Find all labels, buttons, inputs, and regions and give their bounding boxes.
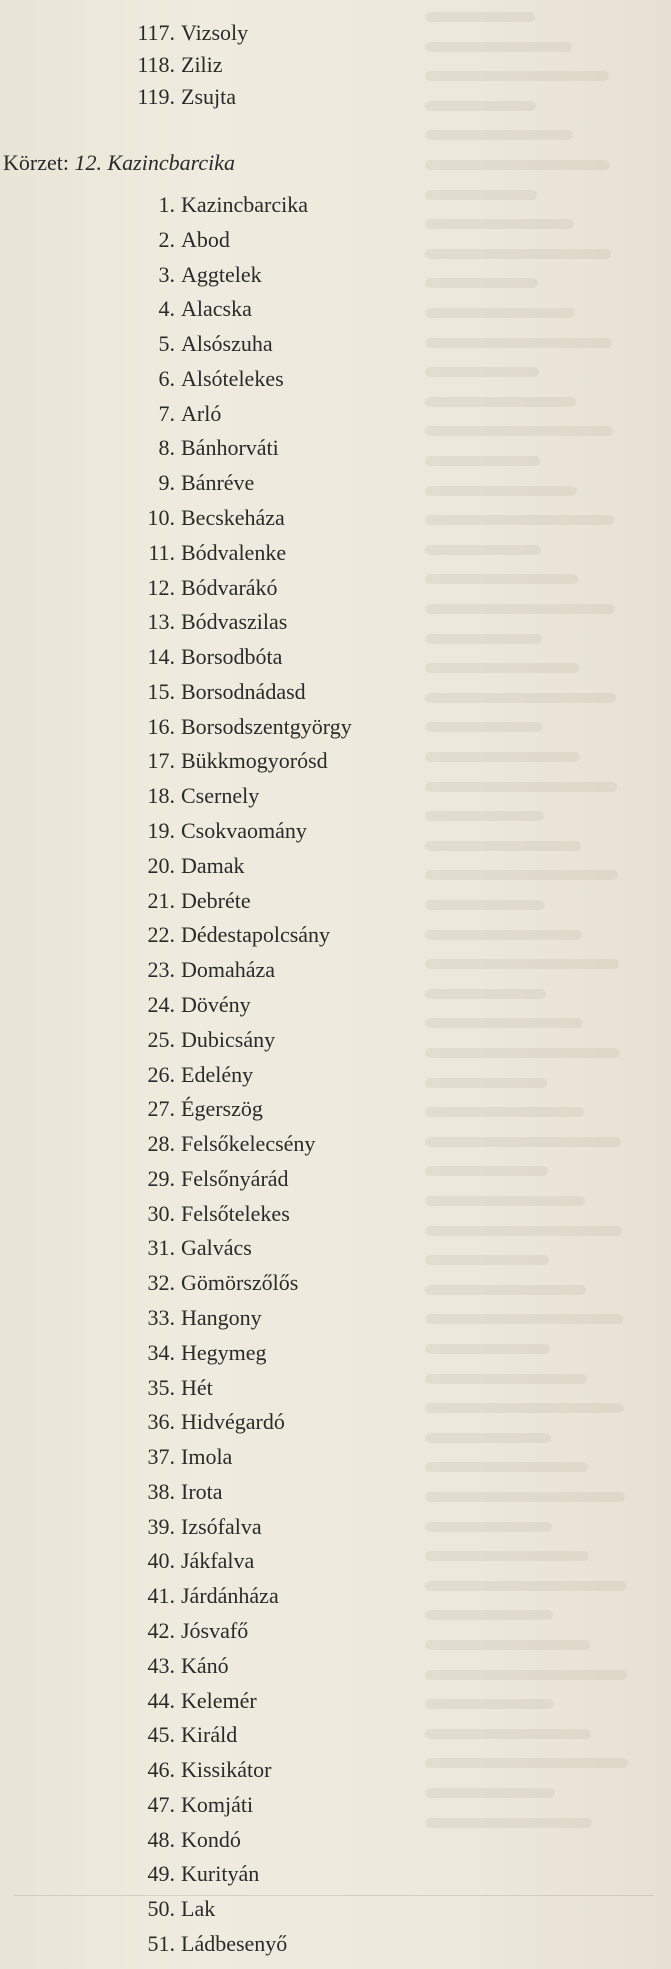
item-number: 15. [147, 678, 175, 704]
item-number: 8. [158, 435, 175, 461]
item-settlement-name: Járdánháza [181, 1583, 279, 1609]
item-settlement-name: Izsófalva [181, 1513, 262, 1539]
item-settlement-name: Hangony [181, 1304, 262, 1330]
item-number: 50. [147, 1896, 175, 1922]
item-row [0, 853, 671, 879]
item-row [0, 644, 671, 670]
item-row [0, 1827, 671, 1853]
item-row [0, 505, 671, 531]
item-row [0, 1305, 671, 1331]
item-settlement-name: Bánhorváti [181, 435, 279, 461]
item-number: 36. [147, 1409, 175, 1435]
item-number: 49. [147, 1861, 175, 1887]
bleed-through-mark [425, 160, 610, 170]
item-row [0, 714, 671, 740]
item-settlement-name: Borsodnádasd [181, 678, 306, 704]
item-settlement-name: Felsőnyárád [181, 1165, 289, 1191]
item-number: 7. [158, 400, 175, 426]
item-row [0, 1931, 671, 1957]
item-row [0, 748, 671, 774]
item-row [0, 540, 671, 566]
item-number: 27. [147, 1096, 175, 1122]
item-settlement-name: Galvács [181, 1235, 252, 1261]
item-settlement-name: Ládbesenyő [181, 1931, 288, 1956]
item-settlement-name: Alacska [181, 296, 252, 322]
item-settlement-name: Domaháza [181, 957, 276, 983]
item-row [0, 1722, 671, 1748]
item-row [0, 609, 671, 635]
item-number: 4. [158, 296, 175, 322]
item-settlement-name: Bánréve [181, 470, 255, 496]
top-settlement-name: Ziliz [181, 52, 223, 78]
item-number: 22. [147, 922, 175, 948]
item-row [0, 1514, 671, 1540]
item-number: 24. [147, 991, 175, 1017]
item-number: 13. [147, 609, 175, 635]
item-row [0, 818, 671, 844]
item-row [0, 192, 671, 218]
item-row [0, 1375, 671, 1401]
item-number: 23. [147, 957, 175, 983]
item-row [0, 992, 671, 1018]
item-row [0, 1131, 671, 1157]
item-number: 44. [147, 1687, 175, 1713]
item-number: 25. [147, 1026, 175, 1052]
item-settlement-name: Arló [181, 400, 222, 426]
item-number: 35. [147, 1374, 175, 1400]
item-number: 39. [147, 1513, 175, 1539]
item-row [0, 1409, 671, 1435]
item-row [0, 888, 671, 914]
item-settlement-name: Bódvalenke [181, 539, 287, 565]
top-number: 118. [137, 52, 175, 78]
top-settlement-name: Vizsoly [181, 20, 249, 45]
item-number: 45. [147, 1722, 175, 1748]
item-row [0, 1270, 671, 1296]
item-number: 43. [147, 1652, 175, 1678]
item-settlement-name: Kondó [181, 1826, 241, 1852]
item-settlement-name: Abod [181, 226, 230, 252]
item-row [0, 1479, 671, 1505]
item-row [0, 1340, 671, 1366]
item-settlement-name: Dédestapolcsány [181, 922, 331, 948]
item-number: 34. [147, 1339, 175, 1365]
item-number: 51. [147, 1931, 175, 1956]
item-row [0, 1235, 671, 1261]
item-number: 18. [147, 783, 175, 809]
item-number: 31. [147, 1235, 175, 1261]
item-row [0, 1201, 671, 1227]
item-number: 41. [147, 1583, 175, 1609]
item-row [0, 1861, 671, 1887]
district-value: 12. Kazincbarcika [74, 150, 235, 175]
item-row [0, 331, 671, 357]
item-row [0, 1653, 671, 1679]
item-row [0, 262, 671, 288]
item-settlement-name: Kelemér [181, 1687, 257, 1713]
item-number: 47. [147, 1791, 175, 1817]
item-number: 32. [147, 1270, 175, 1296]
top-settlement-name: Zsujta [181, 84, 236, 110]
top-row [0, 84, 671, 110]
item-settlement-name: Irota [181, 1478, 223, 1504]
item-row [0, 1166, 671, 1192]
item-settlement-name: Égerszög [181, 1096, 263, 1122]
item-number: 38. [147, 1478, 175, 1504]
item-row [0, 401, 671, 427]
item-row [0, 227, 671, 253]
item-row [0, 957, 671, 983]
item-number: 37. [147, 1444, 175, 1470]
item-settlement-name: Gömörszőlős [181, 1270, 299, 1296]
item-number: 29. [147, 1165, 175, 1191]
item-settlement-name: Jósvafő [181, 1617, 249, 1643]
bleed-through-mark [425, 1226, 622, 1236]
item-settlement-name: Bódvaszilas [181, 609, 288, 635]
item-settlement-name: Bükkmogyorósd [181, 748, 328, 774]
bottom-rule [14, 1895, 654, 1896]
item-row [0, 1027, 671, 1053]
top-number: 117. [137, 20, 175, 45]
item-settlement-name: Hegymeg [181, 1339, 267, 1365]
item-settlement-name: Felsőkelecsény [181, 1131, 316, 1157]
item-number: 11. [148, 539, 175, 565]
item-settlement-name: Debréte [181, 887, 251, 913]
item-number: 28. [147, 1131, 175, 1157]
item-settlement-name: Kánó [181, 1652, 229, 1678]
item-row [0, 1062, 671, 1088]
item-row [0, 1896, 671, 1922]
item-number: 5. [158, 331, 175, 357]
item-row [0, 1792, 671, 1818]
item-number: 16. [147, 713, 175, 739]
item-settlement-name: Damak [181, 852, 245, 878]
item-settlement-name: Csernely [181, 783, 260, 809]
item-row [0, 1688, 671, 1714]
item-settlement-name: Dövény [181, 991, 251, 1017]
top-row [0, 20, 671, 46]
item-settlement-name: Hidvégardó [181, 1409, 285, 1435]
item-settlement-name: Bódvarákó [181, 574, 278, 600]
item-row [0, 1618, 671, 1644]
item-row [0, 296, 671, 322]
item-number: 6. [158, 365, 175, 391]
item-settlement-name: Kazincbarcika [181, 192, 309, 217]
item-number: 20. [147, 852, 175, 878]
item-number: 10. [147, 505, 175, 531]
item-settlement-name: Királd [181, 1722, 238, 1748]
item-settlement-name: Felsőtelekes [181, 1200, 290, 1226]
item-row [0, 1548, 671, 1574]
item-settlement-name: Lak [181, 1896, 216, 1922]
district-label: Körzet: [3, 150, 69, 175]
item-settlement-name: Csokvaomány [181, 818, 307, 844]
item-number: 12. [147, 574, 175, 600]
item-row [0, 922, 671, 948]
item-settlement-name: Borsodszentgyörgy [181, 713, 352, 739]
item-settlement-name: Jákfalva [181, 1548, 255, 1574]
item-number: 40. [147, 1548, 175, 1574]
item-number: 26. [147, 1061, 175, 1087]
item-settlement-name: Komjáti [181, 1791, 254, 1817]
item-row [0, 1757, 671, 1783]
item-number: 33. [147, 1304, 175, 1330]
item-number: 14. [147, 644, 175, 670]
item-number: 3. [158, 261, 175, 287]
item-row [0, 470, 671, 496]
item-settlement-name: Edelény [181, 1061, 254, 1087]
item-number: 30. [147, 1200, 175, 1226]
item-settlement-name: Alsószuha [181, 331, 273, 357]
item-row [0, 783, 671, 809]
item-settlement-name: Borsodbóta [181, 644, 283, 670]
item-settlement-name: Imola [181, 1444, 233, 1470]
item-number: 2. [158, 226, 175, 252]
district-heading [3, 150, 235, 176]
item-settlement-name: Becskeháza [181, 505, 285, 531]
item-row [0, 1583, 671, 1609]
item-row [0, 1444, 671, 1470]
item-settlement-name: Hét [181, 1374, 213, 1400]
item-settlement-name: Dubicsány [181, 1026, 276, 1052]
item-number: 48. [147, 1826, 175, 1852]
top-row [0, 52, 671, 78]
item-number: 17. [147, 748, 175, 774]
item-number: 42. [147, 1617, 175, 1643]
item-number: 21. [147, 887, 175, 913]
item-row [0, 679, 671, 705]
item-number: 9. [158, 470, 175, 496]
item-settlement-name: Kurityán [181, 1861, 260, 1887]
item-row [0, 435, 671, 461]
item-settlement-name: Kissikátor [181, 1757, 272, 1783]
top-number: 119. [137, 84, 175, 110]
item-settlement-name: Aggtelek [181, 261, 262, 287]
item-row [0, 366, 671, 392]
item-row [0, 1096, 671, 1122]
item-number: 1. [158, 192, 175, 217]
bleed-through-mark [425, 130, 573, 140]
item-settlement-name: Alsótelekes [181, 365, 284, 391]
item-number: 46. [147, 1757, 175, 1783]
item-row [0, 575, 671, 601]
item-number: 19. [147, 818, 175, 844]
